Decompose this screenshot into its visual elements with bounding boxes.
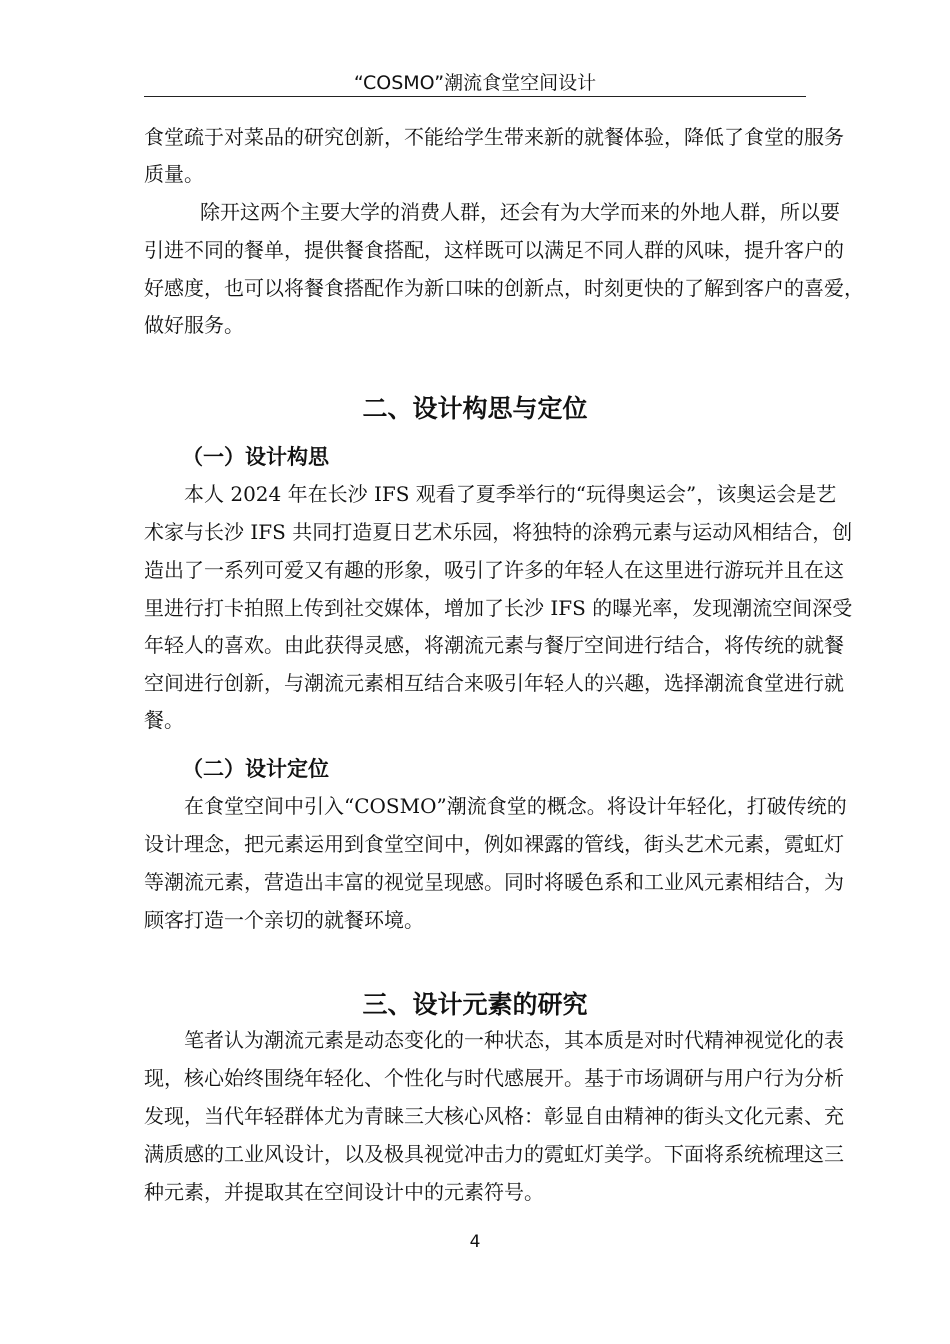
paragraph-line: 种元素，并提取其在空间设计中的元素符号。 <box>144 1180 544 1204</box>
paragraph-line: 顾客打造一个亲切的就餐环境。 <box>144 908 424 932</box>
paragraph-line: 设计理念，把元素运用到食堂空间中，例如裸露的管线，街头艺术元素，霓虹灯 <box>144 832 844 856</box>
paragraph-line: 年轻人的喜欢。由此获得灵感，将潮流元素与餐厅空间进行结合，将传统的就餐 <box>144 633 844 657</box>
paragraph-line: 里进行打卡拍照上传到社交媒体，增加了长沙 IFS 的曝光率，发现潮流空间深受 <box>144 596 853 620</box>
paragraph-line: 餐。 <box>144 708 184 732</box>
paragraph-line: 笔者认为潮流元素是动态变化的一种状态，其本质是对时代精神视觉化的表 <box>184 1028 844 1052</box>
page-number: 4 <box>469 1232 481 1252</box>
paragraph-line: 现，核心始终围绕年轻化、个性化与时代感展开。基于市场调研与用户行为分析 <box>144 1066 844 1090</box>
paragraph-line: 质量。 <box>144 162 204 186</box>
paragraph-line: 好感度，也可以将餐食搭配作为新口味的创新点，时刻更快的了解到客户的喜爱， <box>144 276 864 300</box>
subsection-heading: （一）设计构思 <box>182 445 329 469</box>
paragraph-line: 除开这两个主要大学的消费人群，还会有为大学而来的外地人群，所以要 <box>200 200 840 224</box>
section-heading: 三、设计元素的研究 <box>362 990 588 1019</box>
paragraph-line: 在食堂空间中引入“COSMO”潮流食堂的概念。将设计年轻化，打破传统的 <box>184 794 847 818</box>
running-header: “COSMO”潮流食堂空间设计 <box>353 72 597 94</box>
paragraph-line: 术家与长沙 IFS 共同打造夏日艺术乐园，将独特的涂鸦元素与运动风相结合，创 <box>144 520 853 544</box>
paragraph-line: 本人 2024 年在长沙 IFS 观看了夏季举行的“玩得奥运会”，该奥运会是艺 <box>184 482 837 506</box>
paragraph-line: 食堂疏于对菜品的研究创新，不能给学生带来新的就餐体验，降低了食堂的服务 <box>144 125 844 149</box>
paragraph-line: 做好服务。 <box>144 313 244 337</box>
paragraph-line: 发现，当代年轻群体尤为青睐三大核心风格：彰显自由精神的街头文化元素、充 <box>144 1104 844 1128</box>
paragraph-line: 等潮流元素，营造出丰富的视觉呈现感。同时将暖色系和工业风元素相结合，为 <box>144 870 844 894</box>
paragraph-line: 满质感的工业风设计，以及极具视觉冲击力的霓虹灯美学。下面将系统梳理这三 <box>144 1142 844 1166</box>
subsection-heading: （二）设计定位 <box>182 757 329 781</box>
section-heading: 二、设计构思与定位 <box>362 394 588 423</box>
paragraph-line: 空间进行创新，与潮流元素相互结合来吸引年轻人的兴趣，选择潮流食堂进行就 <box>144 671 844 695</box>
header-rule <box>144 96 806 97</box>
paragraph-line: 造出了一系列可爱又有趣的形象，吸引了许多的年轻人在这里进行游玩并且在这 <box>144 558 844 582</box>
paragraph-line: 引进不同的餐单，提供餐食搭配，这样既可以满足不同人群的风味，提升客户的 <box>144 238 844 262</box>
